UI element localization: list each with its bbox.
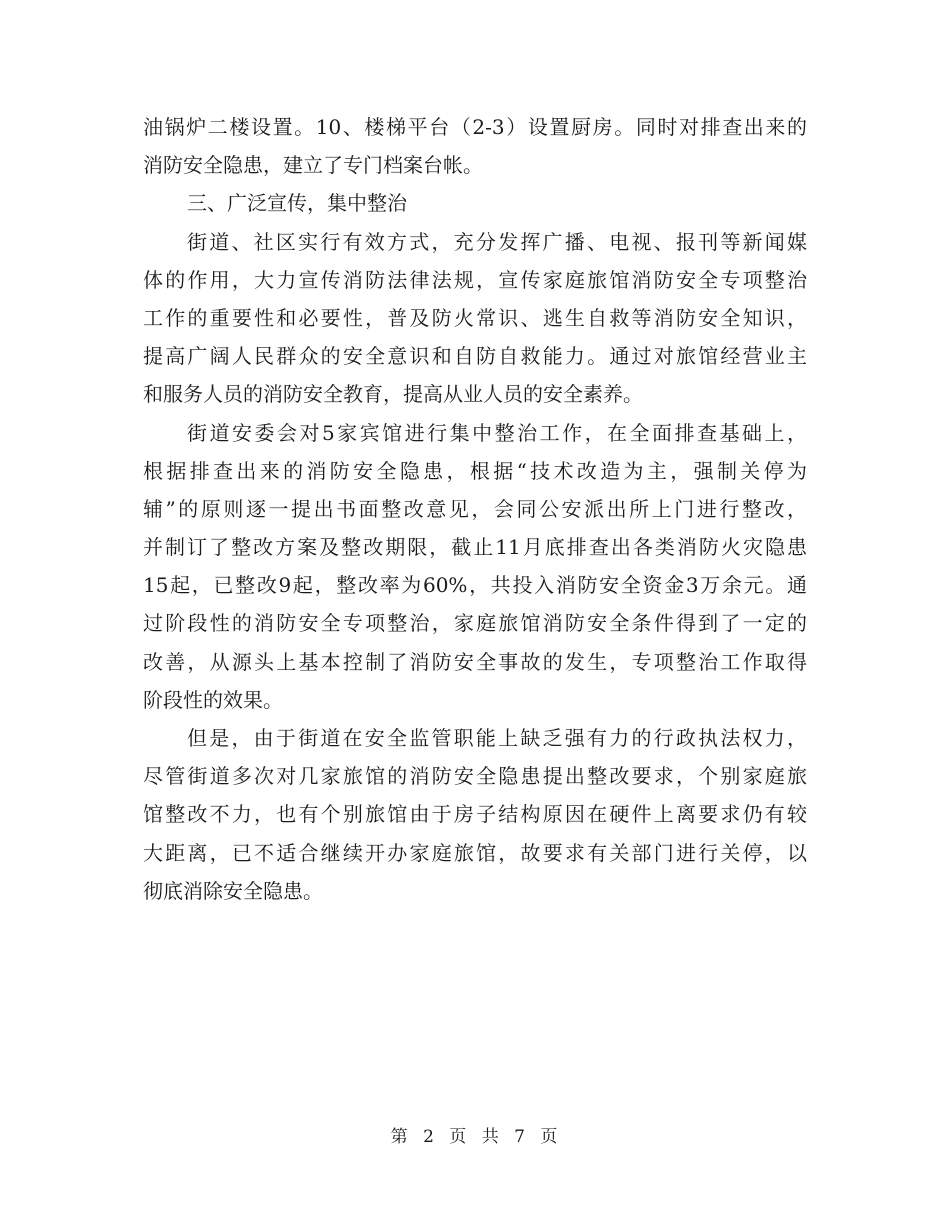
page-footer: 第 2 页 共 7 页 <box>390 1127 560 1147</box>
paragraph-line: 辅”的原则逐一提出书面整改意见，会同公安派出所上门进行整改， <box>143 496 807 521</box>
paragraph-line: 尽管街道多次对几家旅馆的消防安全隐患提出整改要求，个别家庭旅 <box>143 764 807 789</box>
paragraph-line: 馆整改不力，也有个别旅馆由于房子结构原因在硬件上离要求仍有较 <box>143 802 807 827</box>
paragraph-line: 并制订了整改方案及整改期限，截止11月底排查出各类消防火灾隐患 <box>143 535 807 560</box>
paragraph-line: 阶段性的效果。 <box>143 687 283 712</box>
paragraph-line: 15起，已整改9起，整改率为60%，共投入消防安全资金3万余元。通 <box>143 573 807 598</box>
paragraph-line: 改善，从源头上基本控制了消防安全事故的发生，专项整治工作取得 <box>143 649 807 674</box>
paragraph-line: 过阶段性的消防安全专项整治，家庭旅馆消防安全条件得到了一定的 <box>143 611 807 636</box>
paragraph-line: 工作的重要性和必要性，普及防火常识、逃生自救等消防安全知识， <box>143 305 807 330</box>
paragraph-line: 彻底消除安全隐患。 <box>143 878 323 903</box>
document-body <box>143 108 807 910</box>
paragraph-line: 体的作用，大力宣传消防法律法规，宣传家庭旅馆消防安全专项整治 <box>143 267 807 292</box>
paragraph-line: 大距离，已不适合继续开办家庭旅馆，故要求有关部门进行关停，以 <box>143 840 807 865</box>
paragraph-line: 油锅炉二楼设置。10、楼梯平台（2-3）设置厨房。同时对排查出来的 <box>143 115 807 139</box>
paragraph-line: 街道、社区实行有效方式，充分发挥广播、电视、报刊等新闻媒 <box>187 229 807 254</box>
paragraph-line: 街道安委会对5家宾馆进行集中整治工作，在全面排查基础上， <box>187 420 807 445</box>
section-heading: 三、广泛宣传，集中整治 <box>187 191 407 216</box>
paragraph-line: 和服务人员的消防安全教育，提高从业人员的安全素养。 <box>143 382 643 407</box>
paragraph-line: 提高广阔人民群众的安全意识和自防自救能力。通过对旅馆经营业主 <box>143 344 807 369</box>
paragraph-line: 但是，由于街道在安全监管职能上缺乏强有力的行政执法权力， <box>187 726 807 750</box>
paragraph-line: 根据排查出来的消防安全隐患，根据“技术改造为主，强制关停为 <box>143 458 807 483</box>
paragraph-line: 消防安全隐患，建立了专门档案台帐。 <box>143 153 483 178</box>
